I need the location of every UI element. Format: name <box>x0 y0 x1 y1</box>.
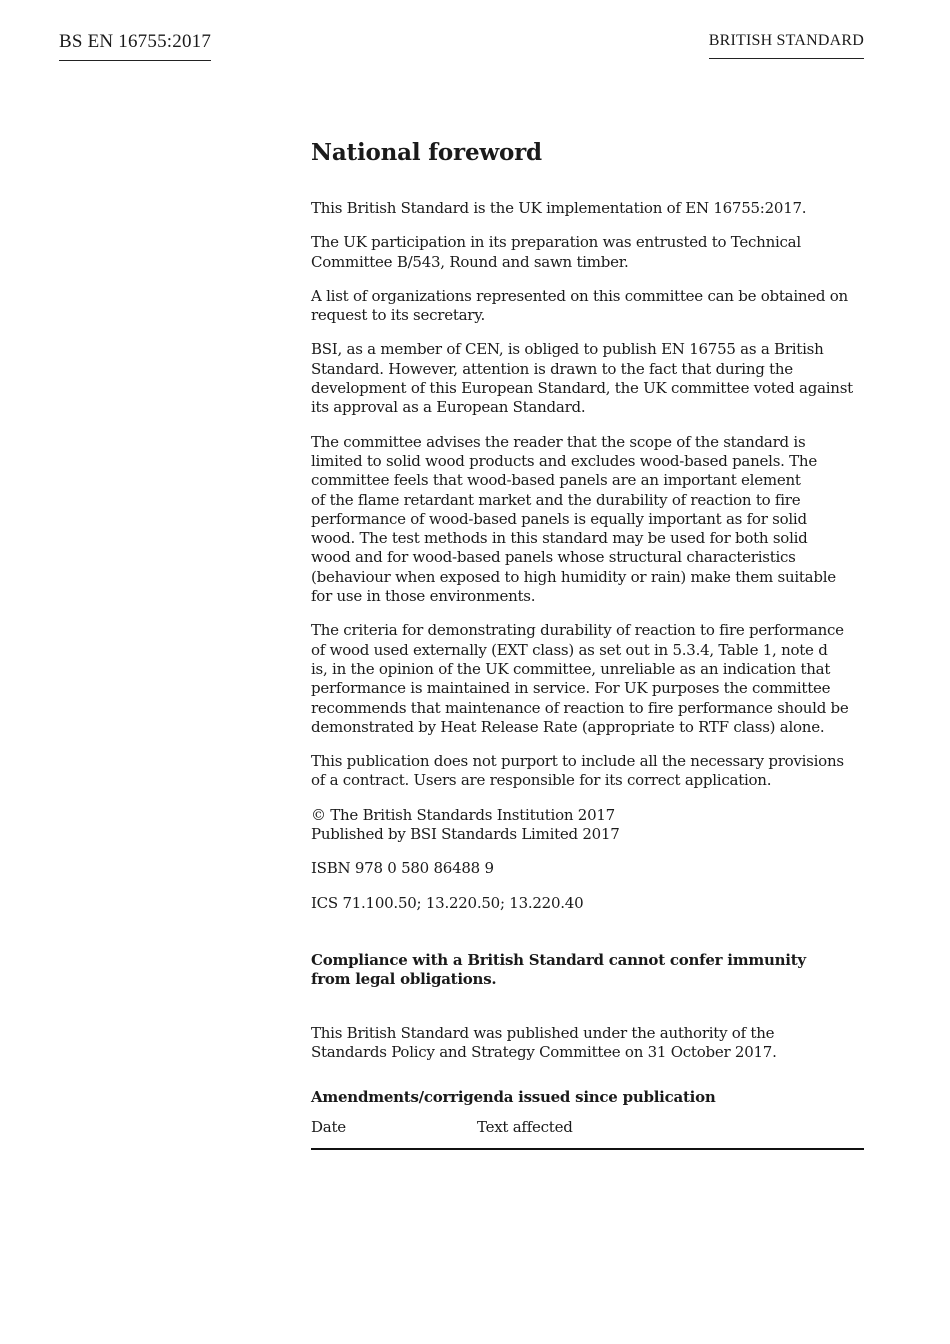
foreword-paragraph-6: The criteria for demonstrating durability of reaction to fire performance of wood used externally (EXT class) as set out in 5.3.4, Table 1, note d is, in the opinion of the UK committee, unreliable as an indication that performance is maintained in service. For UK purposes the committee recommends that maintenance of reaction to fire performance should be demonstrated by Heat Release Rate (appropriate to RTF class) alone. <box>311 621 849 736</box>
page-title: National foreword <box>311 139 542 166</box>
foreword-paragraph-7: This publication does not purport to include all the necessary provisions of a contract. Users are responsible for its correct application. <box>311 752 844 790</box>
compliance-statement: Compliance with a British Standard cannot confer immunity from legal obligations. <box>311 950 806 989</box>
amendments-text-affected-column: Text affected <box>477 1118 573 1137</box>
ics-codes: ICS 71.100.50; 13.220.50; 13.220.40 <box>311 893 584 912</box>
foreword-paragraph-2: The UK participation in its preparation was entrusted to Technical Committee B/543, Round and sawn timber. <box>311 233 801 271</box>
standard-series-label: BRITISH STANDARD <box>709 30 864 59</box>
amendments-heading: Amendments/corrigenda issued since publication <box>311 1088 716 1107</box>
document-id: BS EN 16755:2017 <box>59 30 211 61</box>
national-foreword-section <box>311 138 864 1150</box>
authority-statement: This British Standard was published under the authority of the Standards Policy and Strategy Committee on 31 October 2017. <box>311 1023 777 1061</box>
copyright-notice: © The British Standards Institution 2017 Published by BSI Standards Limited 2017 <box>311 805 620 844</box>
foreword-paragraph-5: The committee advises the reader that the scope of the standard is limited to solid wood products and excludes wood-based panels. The committee feels that wood-based panels are an important element of the flame retardant market and the durability of reaction to fire performance of wood-based panels is equally important as for solid wood. The test methods in this standard may be used for both solid wood and for wood-based panels whose structural characteristics (behaviour when exposed to high humidity or rain) make them suitable for use in those environments. <box>311 432 836 606</box>
amendments-table-header <box>311 1118 864 1150</box>
foreword-paragraph-4: BSI, as a member of CEN, is obliged to publish EN 16755 as a British Standard. However, attention is drawn to the fact that during the development of this European Standard, the UK committee voted against its approval as a European Standard. <box>311 340 853 417</box>
isbn: ISBN 978 0 580 86488 9 <box>311 859 494 878</box>
foreword-paragraph-3: A list of organizations represented on this committee can be obtained on request to its secretary. <box>311 286 848 325</box>
foreword-paragraph-1: This British Standard is the UK implementation of EN 16755:2017. <box>311 199 807 217</box>
amendments-date-column: Date <box>311 1118 346 1137</box>
